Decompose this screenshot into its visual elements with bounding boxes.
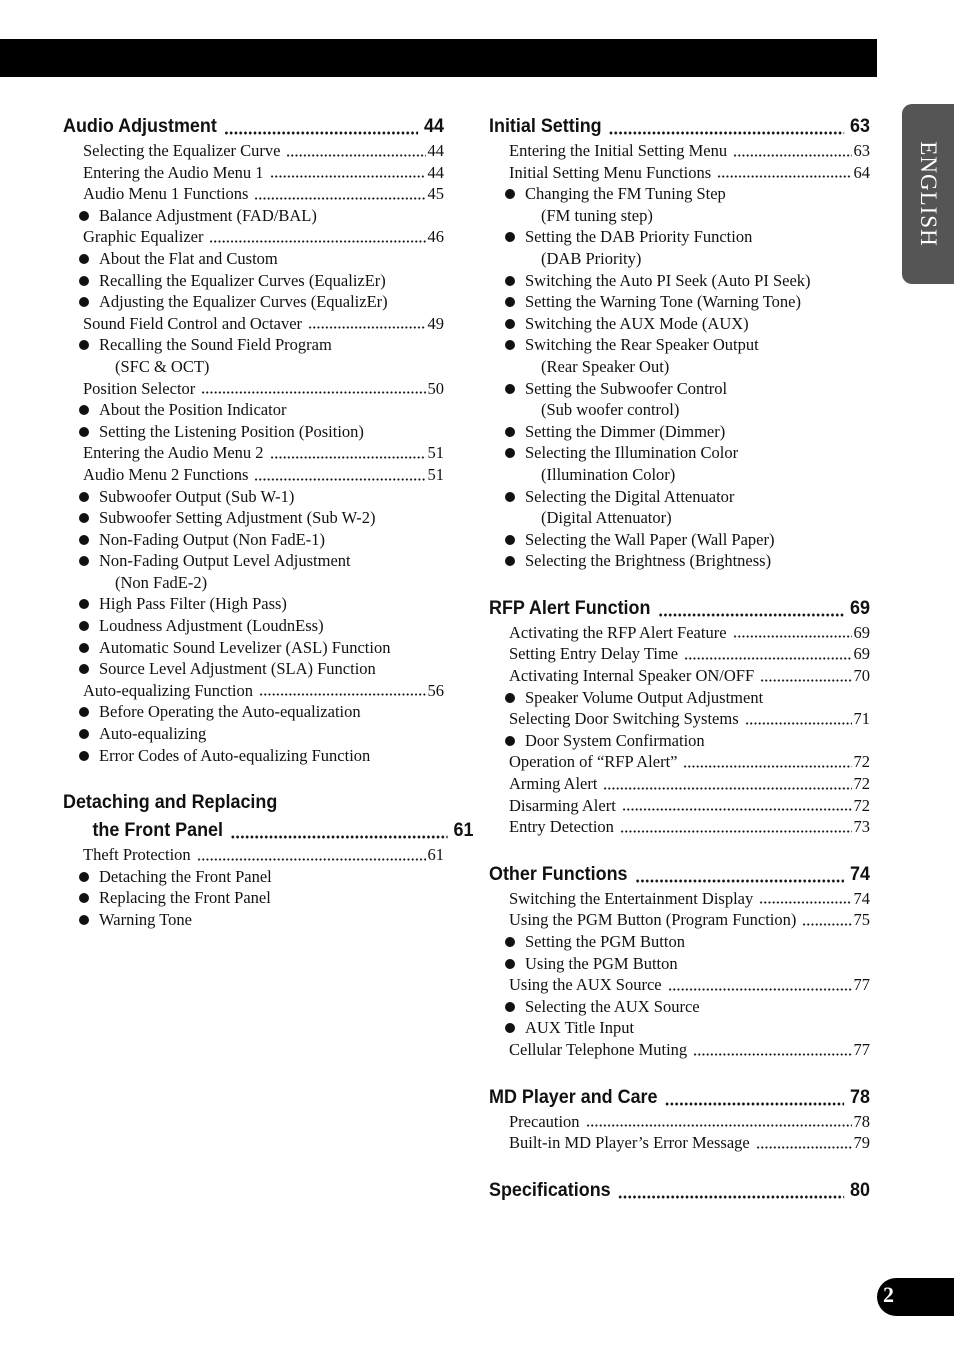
entry-page: 78 <box>853 1111 870 1131</box>
dot-leader <box>259 693 425 696</box>
toc-entry[interactable] <box>489 909 870 931</box>
entry-page: 50 <box>427 378 444 398</box>
toc-bullet-item[interactable] <box>63 248 444 270</box>
language-tab-label: ENGLISH <box>916 141 941 247</box>
section-page: 63 <box>850 115 871 137</box>
toc-bullet-continuation[interactable] <box>489 205 870 227</box>
entry-page: 72 <box>853 795 870 815</box>
toc-bullet-item[interactable] <box>489 334 870 356</box>
entry-title: Adjusting the Equalizer Curves (EqualizEr) <box>99 292 388 312</box>
toc-bullet-continuation[interactable] <box>63 356 444 378</box>
entry-title: Activating Internal Speaker ON/OFF <box>509 666 755 686</box>
toc-bullet-item[interactable] <box>489 226 870 248</box>
toc-section <box>489 1083 870 1154</box>
toc-bullet-item[interactable] <box>63 593 444 615</box>
entry-title: Selecting Door Switching Systems <box>509 709 739 729</box>
entry-title: Switching the AUX Mode (AUX) <box>525 313 749 333</box>
entry-title: Audio Menu 2 Functions <box>83 464 249 484</box>
entry-title: Subwoofer Setting Adjustment (Sub W-2) <box>99 508 376 528</box>
entry-title: Selecting the AUX Source <box>525 996 700 1016</box>
toc-entry[interactable] <box>489 622 870 644</box>
entry-title: Recalling the Equalizer Curves (EqualizEr) <box>99 270 386 290</box>
toc-section <box>489 112 870 572</box>
toc-section <box>489 860 870 1061</box>
entry-title: Graphic Equalizer <box>83 227 204 247</box>
entry-page: 71 <box>853 709 870 729</box>
entry-title: Using the AUX Source <box>509 975 662 995</box>
dot-leader <box>658 613 845 617</box>
entry-title: (DAB Priority) <box>541 248 642 268</box>
page-number: 2 <box>883 1282 894 1307</box>
toc-entry[interactable] <box>63 183 444 205</box>
entry-title: AUX Title Input <box>525 1018 635 1038</box>
section-page: 61 <box>453 819 474 842</box>
dot-leader <box>609 131 845 135</box>
dot-leader <box>254 197 425 200</box>
dot-leader <box>586 1124 852 1127</box>
entry-title: About the Position Indicator <box>99 400 287 420</box>
entry-title: Auto-equalizing <box>99 724 207 744</box>
toc-section <box>63 112 444 766</box>
section-heading[interactable] <box>63 816 473 844</box>
entry-title: Switching the Entertainment Display <box>509 888 754 908</box>
entry-title: Arming Alert <box>509 774 598 794</box>
toc-bullet-item[interactable] <box>489 183 870 205</box>
toc-entry[interactable] <box>63 378 444 400</box>
entry-title: Using the PGM Button (Program Function) <box>509 910 797 930</box>
toc-entry[interactable] <box>63 442 444 464</box>
entry-title: Entering the Initial Setting Menu <box>509 141 728 160</box>
toc-bullet-item[interactable] <box>63 658 444 680</box>
dot-leader <box>802 923 851 926</box>
entry-page: 64 <box>853 162 870 182</box>
entry-title: (Rear Speaker Out) <box>541 356 670 376</box>
dot-leader <box>760 679 851 682</box>
toc-entry[interactable] <box>489 1132 870 1154</box>
section-title: RFP Alert Function <box>489 596 651 619</box>
toc-bullet-continuation[interactable] <box>489 248 870 270</box>
section-title: Specifications <box>489 1178 611 1201</box>
entry-title: Non-Fading Output Level Adjustment <box>99 551 351 571</box>
entry-title: Precaution <box>509 1111 580 1131</box>
dot-leader <box>717 175 851 178</box>
entry-title: Operation of “RFP Alert” <box>509 752 678 772</box>
toc-bullet-item[interactable] <box>489 953 870 975</box>
entry-page: 74 <box>853 888 870 908</box>
section-title: the Front Panel <box>92 819 224 842</box>
toc-bullet-item[interactable] <box>63 399 444 421</box>
section-title: Initial Setting <box>489 115 602 137</box>
entry-title: Entry Detection <box>509 817 614 837</box>
toc-section <box>489 594 870 838</box>
entry-title: Loudness Adjustment (LoudnEss) <box>99 616 324 636</box>
toc-bullet-item[interactable] <box>63 270 444 292</box>
toc-bullet-item[interactable] <box>63 615 444 637</box>
entry-page: 49 <box>427 313 444 333</box>
toc-entry[interactable] <box>489 888 870 910</box>
entry-title: Door System Confirmation <box>525 730 705 750</box>
toc-bullet-item[interactable] <box>63 887 444 909</box>
dot-leader <box>209 240 425 243</box>
entry-title: (Non FadE-2) <box>115 572 208 592</box>
toc-entry[interactable] <box>489 974 870 996</box>
entry-title: Selecting the Illumination Color <box>525 443 739 463</box>
dot-leader <box>759 901 851 904</box>
toc-bullet-item[interactable] <box>63 909 444 931</box>
entry-title: Setting the Dimmer (Dimmer) <box>525 421 726 441</box>
entry-title: Using the PGM Button <box>525 953 678 973</box>
dot-leader <box>201 391 425 394</box>
entry-title: (Sub woofer control) <box>541 400 680 420</box>
toc-entry[interactable] <box>63 226 444 248</box>
toc-entry[interactable] <box>489 795 870 817</box>
toc-entry[interactable] <box>489 816 870 838</box>
entry-page: 44 <box>427 141 444 160</box>
section-title: MD Player and Care <box>489 1085 658 1108</box>
section-heading <box>63 788 444 816</box>
section-heading[interactable] <box>489 112 870 140</box>
toc-bullet-item[interactable] <box>489 291 870 313</box>
entry-title: Error Codes of Auto-equalizing Function <box>99 745 371 765</box>
entry-title: (SFC & OCT) <box>115 356 210 376</box>
entry-title: Selecting the Brightness (Brightness) <box>525 551 772 571</box>
toc-bullet-item[interactable] <box>63 745 444 767</box>
entry-title: Setting the Subwoofer Control <box>525 378 728 398</box>
entry-title: Before Operating the Auto-equalization <box>99 702 361 722</box>
toc-bullet-item[interactable] <box>63 866 444 888</box>
entry-title: Setting the DAB Priority Function <box>525 227 753 247</box>
entry-page: 73 <box>853 817 870 837</box>
toc-left-column <box>63 112 474 953</box>
section-page: 78 <box>850 1085 871 1108</box>
section-heading[interactable] <box>489 1083 870 1111</box>
section-heading[interactable] <box>489 860 870 888</box>
entry-title: Activating the RFP Alert Feature <box>509 622 727 642</box>
toc-bullet-item[interactable] <box>63 723 444 745</box>
entry-title: Entering the Audio Menu 2 <box>83 443 264 463</box>
toc-bullet-item[interactable] <box>489 486 870 508</box>
entry-title: Initial Setting Menu Functions <box>509 162 712 182</box>
dot-leader <box>665 1102 845 1106</box>
entry-title: Non-Fading Output (Non FadE-1) <box>99 529 325 549</box>
entry-title: Selecting the Digital Attenuator <box>525 486 735 506</box>
section-page: 80 <box>850 1178 871 1201</box>
entry-page: 46 <box>427 227 444 247</box>
section-title: Other Functions <box>489 862 628 885</box>
toc-bullet-item[interactable] <box>489 270 870 292</box>
toc-bullet-item[interactable] <box>489 421 870 443</box>
toc-bullet-item[interactable] <box>489 931 870 953</box>
toc-entry[interactable] <box>489 773 870 795</box>
entry-page: 56 <box>427 680 444 700</box>
toc-bullet-item[interactable] <box>63 421 444 443</box>
entry-title: Speaker Volume Output Adjustment <box>525 687 764 707</box>
entry-page: 72 <box>853 752 870 772</box>
entry-title: Detaching the Front Panel <box>99 866 272 886</box>
dot-leader <box>693 1053 851 1056</box>
dot-leader <box>684 657 851 660</box>
entry-title: (Illumination Color) <box>541 464 676 484</box>
entry-title: Automatic Sound Levelizer (ASL) Function <box>99 637 391 657</box>
dot-leader <box>308 326 425 329</box>
toc-section <box>489 1176 870 1204</box>
toc-bullet-item[interactable] <box>489 730 870 752</box>
dot-leader <box>668 988 852 991</box>
toc-entry[interactable] <box>63 844 444 866</box>
entry-page: 77 <box>853 1039 870 1059</box>
toc-bullet-continuation[interactable] <box>63 572 444 594</box>
toc-entry[interactable] <box>63 680 444 702</box>
entry-page: 69 <box>853 622 870 642</box>
dot-leader <box>230 835 448 839</box>
toc-bullet-item[interactable] <box>63 205 444 227</box>
toc-bullet-item[interactable] <box>63 334 444 356</box>
entry-page: 61 <box>427 845 444 865</box>
dot-leader <box>756 1146 852 1149</box>
toc-bullet-item[interactable] <box>489 529 870 551</box>
toc-bullet-continuation[interactable] <box>489 464 870 486</box>
toc-entry[interactable] <box>489 1111 870 1133</box>
section-heading[interactable] <box>489 1176 870 1204</box>
entry-title: Setting the PGM Button <box>525 932 685 951</box>
language-tab <box>902 104 954 284</box>
entry-page: 44 <box>427 162 444 182</box>
entry-page: 75 <box>853 910 870 930</box>
entry-title: Built-in MD Player’s Error Message <box>509 1133 750 1153</box>
toc-entry[interactable] <box>63 464 444 486</box>
dot-leader <box>254 478 425 481</box>
entry-title: Switching the Rear Speaker Output <box>525 335 759 355</box>
toc-bullet-continuation[interactable] <box>489 507 870 529</box>
page-number-badge <box>877 1278 954 1316</box>
toc-bullet-item[interactable] <box>489 313 870 335</box>
toc-bullet-item[interactable] <box>489 687 870 709</box>
entry-title: Cellular Telephone Muting <box>509 1039 688 1059</box>
toc-bullet-item[interactable] <box>63 529 444 551</box>
entry-title: Changing the FM Tuning Step <box>525 184 726 204</box>
toc-entry[interactable] <box>489 162 870 184</box>
dot-leader <box>603 787 851 790</box>
entry-title: (FM tuning step) <box>541 205 653 225</box>
dot-leader <box>683 765 851 768</box>
toc-entry[interactable] <box>489 708 870 730</box>
toc-entry[interactable] <box>489 665 870 687</box>
entry-title: Warning Tone <box>99 910 192 929</box>
entry-title: High Pass Filter (High Pass) <box>99 594 287 614</box>
entry-page: 63 <box>853 141 870 160</box>
entry-page: 69 <box>853 644 870 664</box>
toc-bullet-continuation[interactable] <box>489 356 870 378</box>
entry-page: 77 <box>853 975 870 995</box>
section-page: 74 <box>850 862 871 885</box>
dot-leader <box>620 830 852 833</box>
entry-title: Subwoofer Output (Sub W-1) <box>99 486 295 506</box>
dot-leader <box>618 1195 845 1199</box>
entry-title: Audio Menu 1 Functions <box>83 184 249 204</box>
toc-entry[interactable] <box>489 751 870 773</box>
toc-entry[interactable] <box>489 140 870 162</box>
toc-bullet-item[interactable] <box>489 1017 870 1039</box>
dot-leader <box>224 131 418 135</box>
header-bar <box>0 39 877 77</box>
toc-entry[interactable] <box>489 1039 870 1061</box>
entry-title: Theft Protection <box>83 845 191 865</box>
toc-entry[interactable] <box>63 313 444 335</box>
toc-section <box>63 788 474 930</box>
toc-bullet-item[interactable] <box>489 996 870 1018</box>
entry-title: About the Flat and Custom <box>99 248 278 268</box>
toc-entry[interactable] <box>63 162 444 184</box>
entry-title: Replacing the Front Panel <box>99 888 271 908</box>
toc-entry[interactable] <box>489 643 870 665</box>
dot-leader <box>635 879 845 883</box>
section-page: 44 <box>424 115 445 137</box>
toc-entry[interactable] <box>63 140 444 162</box>
entry-page: 51 <box>427 464 444 484</box>
toc-bullet-item[interactable] <box>63 637 444 659</box>
dot-leader <box>745 722 852 725</box>
entry-title: Recalling the Sound Field Program <box>99 335 332 355</box>
dot-leader <box>270 175 426 178</box>
toc-right-column <box>489 112 870 1226</box>
section-title: Audio Adjustment <box>63 115 217 137</box>
entry-title: Sound Field Control and Octaver <box>83 313 303 333</box>
entry-title: Source Level Adjustment (SLA) Function <box>99 659 376 679</box>
entry-title: Position Selector <box>83 378 196 398</box>
entry-title: Setting Entry Delay Time <box>509 644 679 664</box>
toc-bullet-item[interactable] <box>63 486 444 508</box>
toc-bullet-item[interactable] <box>489 442 870 464</box>
entry-title: Entering the Audio Menu 1 <box>83 162 264 182</box>
entry-page: 45 <box>427 184 444 204</box>
entry-page: 51 <box>427 443 444 463</box>
dot-leader <box>197 858 426 861</box>
entry-title: Setting the Warning Tone (Warning Tone) <box>525 292 801 312</box>
toc-bullet-item[interactable] <box>489 378 870 400</box>
entry-title: (Digital Attenuator) <box>541 508 672 528</box>
entry-title: Balance Adjustment (FAD/BAL) <box>99 205 317 225</box>
entry-title: Setting the Listening Position (Position) <box>99 421 364 441</box>
dot-leader <box>733 635 852 638</box>
dot-leader <box>286 154 425 157</box>
entry-page: 79 <box>853 1133 870 1153</box>
section-title: Detaching and Replacing <box>63 791 278 814</box>
toc-bullet-item[interactable] <box>63 701 444 723</box>
entry-title: Selecting the Wall Paper (Wall Paper) <box>525 529 775 549</box>
dot-leader <box>622 808 852 811</box>
dot-leader <box>270 456 426 459</box>
entry-title: Auto-equalizing Function <box>83 680 254 700</box>
toc-bullet-item[interactable] <box>63 550 444 572</box>
toc-bullet-item[interactable] <box>63 291 444 313</box>
entry-page: 70 <box>853 666 870 686</box>
section-heading[interactable] <box>63 112 444 140</box>
toc-bullet-continuation[interactable] <box>489 399 870 421</box>
section-page: 69 <box>850 596 871 619</box>
entry-page: 72 <box>853 774 870 794</box>
section-heading[interactable] <box>489 594 870 622</box>
dot-leader <box>733 154 851 157</box>
entry-title: Switching the Auto PI Seek (Auto PI Seek) <box>525 270 811 290</box>
entry-title: Selecting the Equalizer Curve <box>83 141 281 160</box>
entry-title: Disarming Alert <box>509 795 616 815</box>
toc-bullet-item[interactable] <box>489 550 870 572</box>
toc-bullet-item[interactable] <box>63 507 444 529</box>
